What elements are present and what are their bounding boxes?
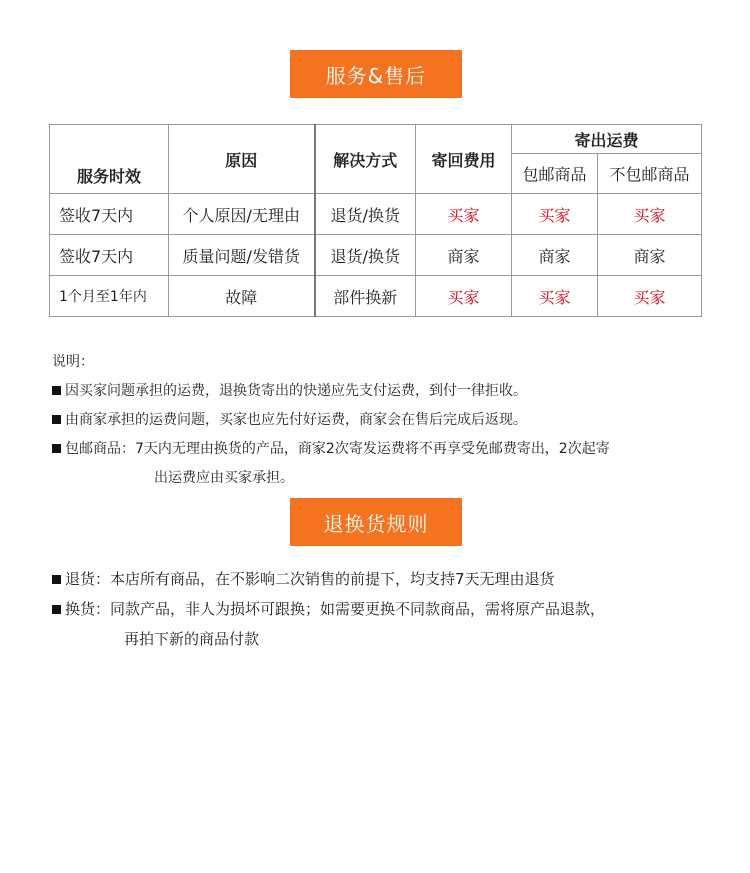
rule-item: 退货：本店所有商品，在不影响二次销售的前提下，均支持7天无理由退货 — [52, 564, 732, 594]
cell-free-shipping: 买家 — [512, 194, 598, 235]
bullet-icon — [52, 605, 61, 614]
cell-solution: 退货/换货 — [315, 235, 416, 276]
notes-title: 说明： — [52, 354, 94, 370]
cell-reason: 故障 — [169, 276, 315, 317]
note-item: 由商家承担的运费问题，买家也应先付好运费，商家会在售后完成后返现。 — [52, 406, 712, 435]
bullet-icon — [52, 415, 61, 424]
cell-return-cost: 商家 — [416, 235, 512, 276]
table-row — [50, 276, 702, 317]
header-non-free-shipping: 不包邮商品 — [598, 154, 702, 194]
note-item: 因买家问题承担的运费，退换货寄出的快递应先支付运费，到付一律拒收。 — [52, 377, 712, 406]
cell-solution: 退货/换货 — [315, 194, 416, 235]
note-item: 包邮商品：7天内无理由换货的产品，商家2次寄发运费将不再享受免邮费寄出，2次起寄 — [52, 435, 712, 464]
cell-timeframe: 签收7天内 — [50, 194, 169, 235]
table-row — [50, 194, 702, 235]
cell-non-free-shipping: 买家 — [598, 194, 702, 235]
cell-non-free-shipping: 买家 — [598, 276, 702, 317]
return-rules-section — [52, 564, 732, 654]
header-reason: 原因 — [169, 125, 315, 194]
header-outbound-cost: 寄出运费 — [512, 125, 702, 154]
cell-timeframe: 签收7天内 — [50, 235, 169, 276]
cell-return-cost: 买家 — [416, 194, 512, 235]
cell-non-free-shipping: 商家 — [598, 235, 702, 276]
cell-timeframe: 1个月至1年内 — [50, 276, 169, 317]
cell-reason: 个人原因/无理由 — [169, 194, 315, 235]
rule-item: 换货：同款产品，非人为损坏可跟换；如需要更换不同款商品，需将原产品退款， — [52, 594, 732, 624]
cell-solution: 部件换新 — [315, 276, 416, 317]
note-item-continued: 出运费应由买家承担。 — [154, 470, 294, 486]
header-timeframe: 服务时效 — [50, 125, 169, 194]
service-policy-table — [49, 124, 702, 317]
bullet-icon — [52, 386, 61, 395]
cell-free-shipping: 买家 — [512, 276, 598, 317]
header-solution: 解决方式 — [315, 125, 416, 194]
notes-section — [52, 348, 712, 493]
header-return-cost: 寄回费用 — [416, 125, 512, 194]
bullet-icon — [52, 444, 61, 453]
cell-return-cost: 买家 — [416, 276, 512, 317]
service-banner: 服务&售后 — [290, 50, 462, 98]
header-free-shipping: 包邮商品 — [512, 154, 598, 194]
cell-free-shipping: 商家 — [512, 235, 598, 276]
table-row — [50, 235, 702, 276]
bullet-icon — [52, 575, 61, 584]
return-rules-banner: 退换货规则 — [290, 498, 462, 546]
cell-reason: 质量问题/发错货 — [169, 235, 315, 276]
rule-item-continued: 再拍下新的商品付款 — [124, 630, 260, 648]
